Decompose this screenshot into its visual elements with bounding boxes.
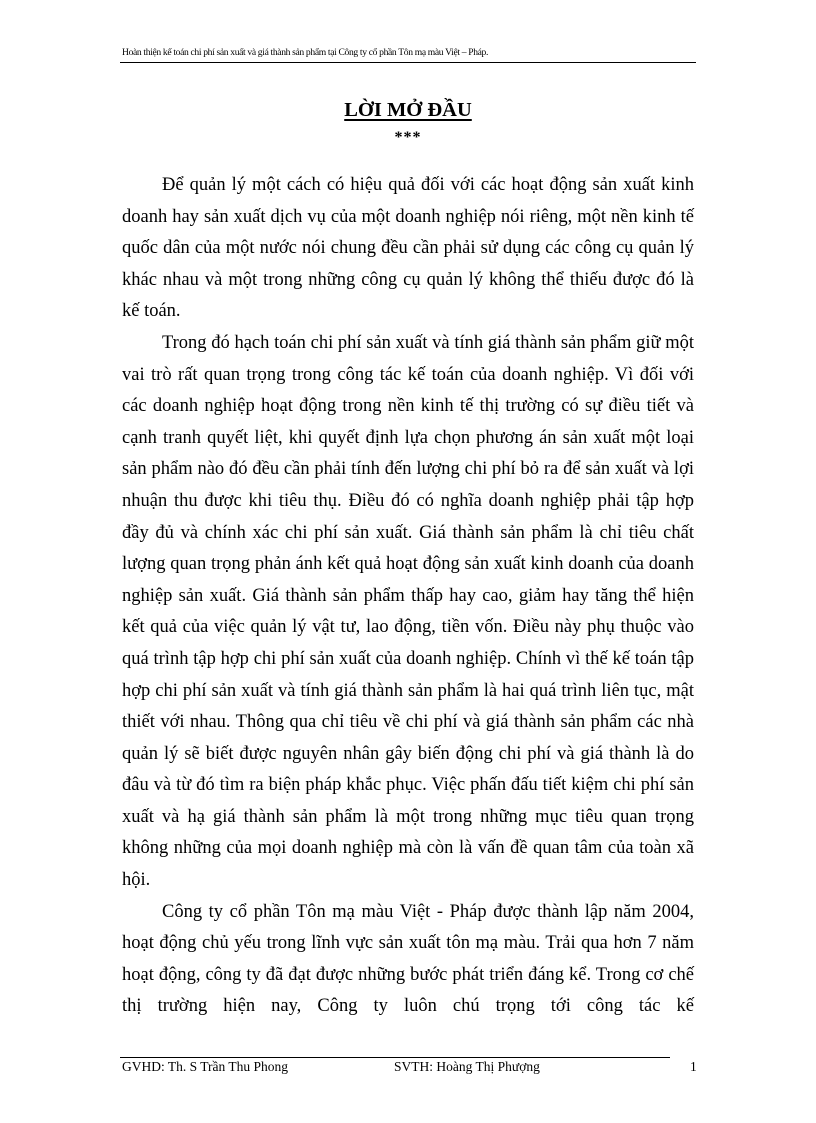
footer-rule (120, 1057, 670, 1058)
footer-advisor: GVHD: Th. S Trần Thu Phong (122, 1059, 289, 1074)
paragraph-3: Công ty cổ phần Tôn mạ màu Việt - Pháp được thành lập năm 2004, hoạt động chủ yếu trong lĩnh vực sản xuất tôn mạ màu. Trải qua hơn 7 năm hoạt động, công ty đã đạt được những bước phát triển đáng kể. Trong cơ chế thị trường hiện nay, Công ty luôn chú trọng tới công tác kế (122, 901, 694, 1017)
paragraph-1: Để quản lý một cách có hiệu quả đối với các hoạt động sản xuất kinh doanh hay sản xuất dịch vụ của một doanh nghiệp nói riêng, một nền kinh tế quốc dân của một nước nói chung đều cần phải sử dụng các công cụ quản lý khác nhau và một trong những công cụ quản lý không thể thiếu được đó là kế toán. (122, 175, 694, 322)
page-title (120, 99, 696, 122)
footer-student: SVTH: Hoàng Thị Phượng (394, 1059, 540, 1074)
header-rule (120, 62, 696, 63)
title-ornament: *** (394, 129, 422, 146)
running-header: Hoàn thiện kế toán chi phí sản xuất và giá thành sản phẩm tại Công ty cổ phần Tôn mạ màu Việt – Pháp. (122, 47, 489, 58)
document-body (122, 170, 694, 1023)
page-number: 1 (690, 1059, 697, 1074)
page-title-text: LỜI MỞ ĐẦU (344, 99, 472, 121)
paragraph-2: Trong đó hạch toán chi phí sản xuất và tính giá thành sản phẩm giữ một vai trò rất quan trọng trong công tác kế toán của doanh nghiệp. Vì đối với các doanh nghiệp hoạt động trong nền kinh tế thị trường có sự điều tiết và cạnh tranh quyết liệt, khi quyết định lựa chọn phương án sản xuất một loại sản phẩm nào đó đều cần phải tính đến lượng chi phí bỏ ra để sản xuất và lợi nhuận thu được khi tiêu thụ. Điều đó có nghĩa doanh nghiệp phải tập hợp đầy đủ và chính xác chi phí sản xuất. Giá thành sản phẩm là chỉ tiêu chất lượng quan trọng phản ánh kết quả hoạt động sản xuất kinh doanh của doanh nghiệp sản xuất. Giá thành sản phẩm thấp hay cao, giảm hay tăng thể hiện kết quả của việc quản lý vật tư, lao động, tiền vốn. Điều này phụ thuộc vào quá trình tập hợp chi phí sản xuất của doanh nghiệp. Chính vì thế kế toán tập hợp chi phí sản xuất và tính giá thành sản phẩm là hai quá trình liên tục, mật thiết với nhau. Thông qua chỉ tiêu về chi phí và giá thành sản phẩm các nhà quản lý sẽ biết được nguyên nhân gây biến động chi phí và giá thành là do đâu và từ đó tìm ra biện pháp khắc phục. Việc phấn đấu tiết kiệm chi phí sản xuất và hạ giá thành sản phẩm là một trong những mục tiêu quan trọng không những của mọi doanh nghiệp mà còn là vấn đề quan tâm của toàn xã hội. (122, 332, 694, 891)
